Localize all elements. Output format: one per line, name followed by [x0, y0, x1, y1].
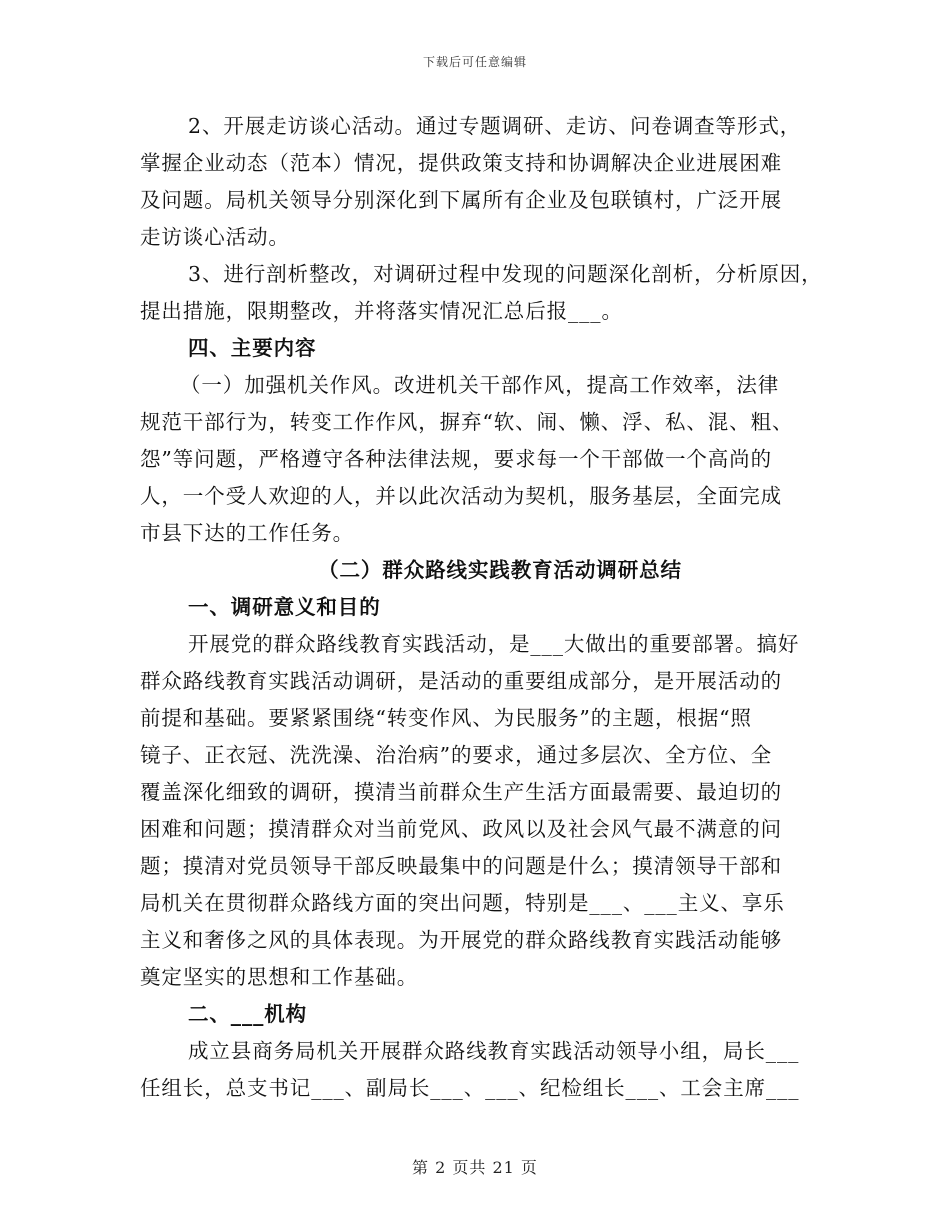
- paragraph-line: 规范干部行为，转变工作作风，摒弃“软、闹、懒、浮、私、混、粗、: [140, 410, 794, 434]
- section-heading: 四、主要内容: [188, 336, 317, 360]
- paragraph-line: 覆盖深化细致的调研，摸清当前群众生产生活方面最需要、最迫切的: [140, 780, 782, 804]
- paragraph-line: 走访谈心活动。: [140, 225, 290, 249]
- section-title: （二）群众路线实践教育活动调研总结: [318, 558, 682, 582]
- paragraph-line: 3、进行剖析整改，对调研过程中发现的问题深化剖析，分析原因，: [188, 262, 823, 286]
- paragraph-line: 提出措施，限期整改，并将落实情况汇总后报___。: [140, 299, 623, 323]
- paragraph-line: 怨”等问题，严格遵守各种法律法规，要求每一个干部做一个高尚的: [140, 447, 772, 471]
- paragraph-line: （一）加强机关作风。改进机关干部作风，提高工作效率，法律: [180, 373, 780, 397]
- paragraph-line: 任组长，总支书记___、副局长___、___、纪检组长___、工会主席___: [140, 1076, 800, 1100]
- paragraph-line: 题；摸清对党员领导干部反映最集中的问题是什么；摸清领导干部和: [140, 854, 782, 878]
- paragraph-line: 及问题。局机关领导分别深化到下属所有企业及包联镇村，广泛开展: [140, 188, 782, 212]
- paragraph-line: 人，一个受人欢迎的人，并以此次活动为契机，服务基层，全面完成: [140, 484, 782, 508]
- paragraph-line: 掌握企业动态（范本）情况，提供政策支持和协调解决企业进展困难: [140, 151, 782, 175]
- document-body: [140, 108, 823, 1107]
- paragraph-line: 镜子、正衣冠、洗洗澡、治治病”的要求，通过多层次、全方位、全: [140, 743, 772, 767]
- section-heading: 二、___机构: [188, 1002, 308, 1026]
- page-header: 下载后可任意编辑: [422, 55, 527, 69]
- paragraph-line: 成立县商务局机关开展群众路线教育实践活动领导小组，局长___: [188, 1039, 800, 1063]
- paragraph-line: 局机关在贯彻群众路线方面的突出问题，特别是___、___主义、享乐: [140, 891, 785, 915]
- paragraph-line: 2、开展走访谈心活动。通过专题调研、走访、问卷调查等形式，: [188, 114, 802, 138]
- paragraph-line: 奠定坚实的思想和工作基础。: [140, 965, 419, 989]
- page-footer: 第 2 页共 21 页: [412, 1158, 538, 1177]
- paragraph-line: 群众路线教育实践活动调研，是活动的重要组成部分，是开展活动的: [140, 669, 782, 693]
- paragraph-line: 开展党的群众路线教育实践活动，是___大做出的重要部署。搞好: [188, 632, 800, 656]
- paragraph-line: 市县下达的工作任务。: [140, 521, 354, 545]
- section-heading: 一、调研意义和目的: [188, 595, 381, 619]
- paragraph-line: 困难和问题；摸清群众对当前党风、政风以及社会风气最不满意的问: [140, 817, 782, 841]
- paragraph-line: 主义和奢侈之风的具体表现。为开展党的群众路线教育实践活动能够: [140, 928, 782, 952]
- paragraph-line: 前提和基础。要紧紧围绕“转变作风、为民服务”的主题，根据“照: [140, 706, 752, 730]
